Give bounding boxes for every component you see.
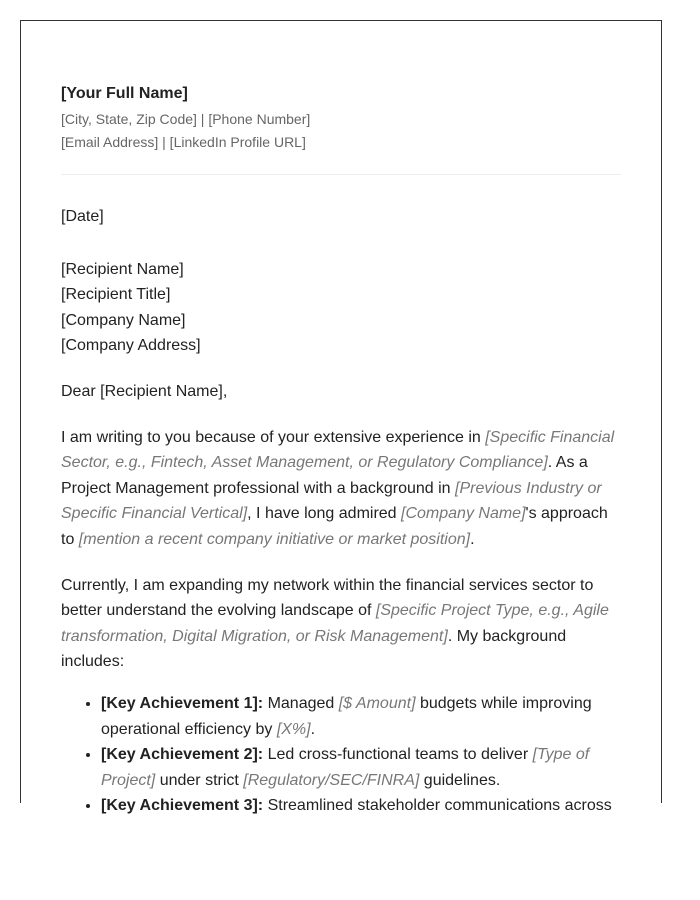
placeholder-financial-sector: [Specific Financial Sector, e.g., Fintech, Asset Management, or Regulatory Compliance] <box>61 428 615 472</box>
recipient-company: [Company Name] <box>61 311 186 329</box>
header-divider <box>61 174 621 175</box>
achievement-text: under strict <box>155 771 244 789</box>
placeholder-previous-industry: [Previous Industry or Specific Financial Vertical] <box>61 479 602 523</box>
list-item <box>101 742 621 793</box>
placeholder-company-initiative: [mention a recent company initiative or market position] <box>78 530 471 548</box>
sender-email-linkedin: [Email Address] | [LinkedIn Profile URL] <box>61 134 306 150</box>
background-paragraph <box>61 573 621 675</box>
achievement-label: [Key Achievement 1]: <box>101 694 264 712</box>
background-text-1: Currently, I am expanding my network within the financial services sector to better understand the evolving landscape of <box>61 576 594 620</box>
recipient-title: [Recipient Title] <box>61 286 171 304</box>
recipient-block <box>61 257 621 359</box>
sender-name: [Your Full Name] <box>61 85 188 102</box>
placeholder-company-name: [Company Name] <box>401 505 526 523</box>
list-item <box>101 691 621 742</box>
letter-header <box>61 84 621 154</box>
intro-text-3: , I have long admired <box>247 505 402 523</box>
recipient-name: [Recipient Name] <box>61 260 184 278</box>
achievement-text: . <box>310 720 316 738</box>
achievement-placeholder: [$ Amount] <box>338 694 416 712</box>
background-text-2: . My background includes: <box>61 627 567 671</box>
salutation: Dear [Recipient Name], <box>61 382 228 400</box>
achievement-placeholder: [Regulatory/SEC/FINRA] <box>243 771 420 789</box>
achievement-text: Managed <box>263 694 339 712</box>
achievement-text: budgets while improving operational efficiency by <box>101 694 592 738</box>
letter-date: [Date] <box>61 208 104 225</box>
achievement-text: Streamlined stakeholder communications across <box>263 797 612 815</box>
intro-text-5: . <box>470 530 475 548</box>
intro-text-1: I am writing to you because of your extensive experience in <box>61 428 486 446</box>
achievement-text: guidelines. <box>419 771 501 789</box>
achievement-text: Led cross-functional teams to deliver <box>263 746 533 764</box>
recipient-address: [Company Address] <box>61 337 201 355</box>
achievement-label: [Key Achievement 3]: <box>101 797 264 815</box>
sender-address-phone: [City, State, Zip Code] | [Phone Number] <box>61 111 311 127</box>
achievement-label: [Key Achievement 2]: <box>101 746 264 764</box>
achievement-placeholder: [X%] <box>276 720 311 738</box>
document-viewport <box>20 20 662 815</box>
achievements-list <box>61 691 621 819</box>
intro-paragraph <box>61 425 621 553</box>
placeholder-project-type: [Specific Project Type, e.g., Agile transformation, Digital Migration, or Risk Management] <box>61 602 609 645</box>
intro-text-2: . As a Project Management professional with a background in <box>61 454 588 497</box>
achievement-placeholder: [Type of Project] <box>101 746 590 789</box>
intro-text-4: 's approach to <box>61 505 608 548</box>
cover-letter-page <box>21 21 661 819</box>
list-item <box>101 793 621 819</box>
